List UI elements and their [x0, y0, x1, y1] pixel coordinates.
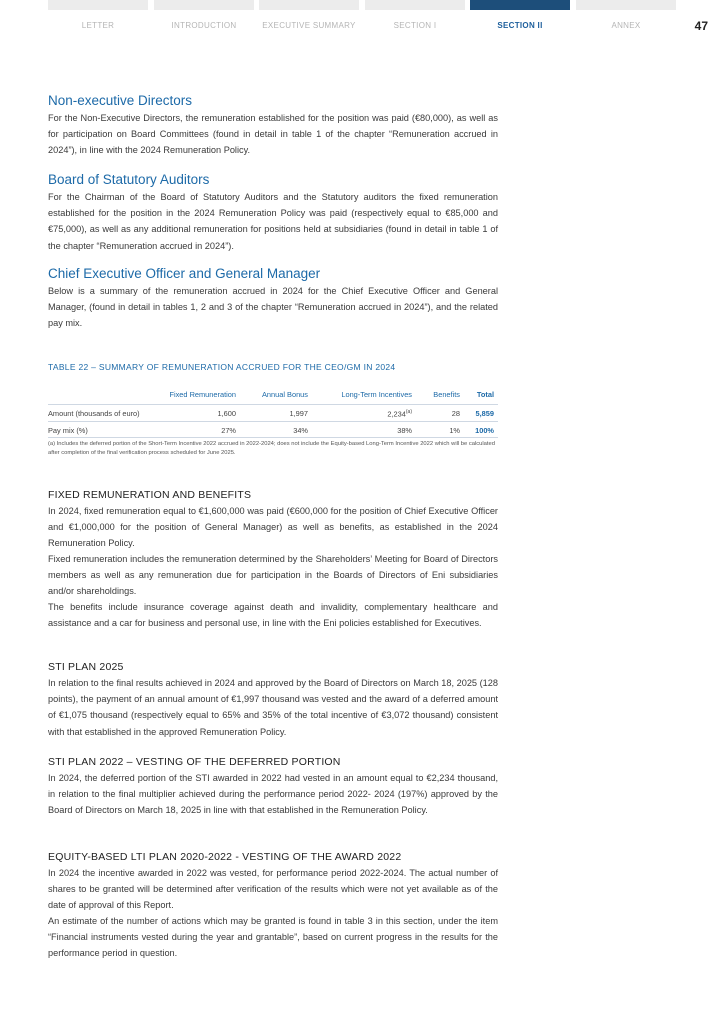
- cell-total: 100%: [475, 426, 494, 435]
- tab-label: SECTION I: [393, 21, 437, 30]
- paragraph-fixed-2: Fixed remuneration includes the remuneration determined by the Shareholders’ Meeting for Board of Directors members as well as any remuneration due for participation in the Boards of Directors of Eni subsidiaries and/or shareholdings.: [48, 554, 498, 597]
- cell-total: 5,859: [475, 409, 494, 418]
- row-label: Amount (thousands of euro): [48, 409, 140, 418]
- header-annual-bonus: Annual Bonus: [261, 390, 308, 399]
- header-total: Total: [476, 390, 494, 399]
- tab-label: ANNEX: [611, 21, 641, 30]
- paragraph-lti-2: An estimate of the number of actions which may be granted is found in table 3 in this section, under the item “Financial instruments vested during the year and grantable”, based on current progress in the results for the performance period in question.: [48, 916, 498, 959]
- paragraph-fixed-1: In 2024, fixed remuneration equal to €1,600,000 was paid (€600,000 for the position of Chief Executive Officer and €1,000,000 for the position of General Manager) as well as benefits, as established in the 2024 Remuneration Policy.: [48, 506, 498, 549]
- heading-fixed-remuneration: FIXED REMUNERATION AND BENEFITS: [48, 489, 252, 501]
- tab-label: SECTION II: [497, 21, 543, 30]
- tab-bar: [470, 0, 570, 10]
- row-label: Pay mix (%): [48, 426, 88, 435]
- heading-sti-2022: STI PLAN 2022 – VESTING OF THE DEFERRED PORTION: [48, 756, 341, 768]
- cell-lti-value: 2,234: [387, 409, 406, 419]
- tab-bar: [259, 0, 359, 10]
- heading-statutory-auditors: Board of Statutory Auditors: [48, 172, 210, 187]
- header-benefits: Benefits: [433, 390, 460, 399]
- paragraph-non-executive-directors: For the Non-Executive Directors, the remuneration established for the position was paid (€80,000), as well as for participation on Board Committees (found in detail in table 1 of the chapter “Remuneration accrued in 2024”), in line with the 2024 Remuneration Policy.: [48, 113, 498, 156]
- tab-executive-summary[interactable]: [259, 0, 359, 36]
- tab-bar: [576, 0, 676, 10]
- footnote-marker: (a): [405, 409, 412, 415]
- heading-lti-plan: EQUITY-BASED LTI PLAN 2020-2022 - VESTING OF THE AWARD 2022: [48, 851, 402, 863]
- cell-fixed: 1,600: [217, 409, 236, 418]
- cell-benefits: 28: [451, 409, 460, 418]
- tab-label: EXECUTIVE SUMMARY: [262, 21, 356, 30]
- tab-label: LETTER: [81, 21, 115, 30]
- table-title: TABLE 22 – SUMMARY OF REMUNERATION ACCRUED FOR THE CEO/GM IN 2024: [48, 362, 396, 372]
- tab-annex[interactable]: [576, 0, 676, 36]
- cell-lti: [387, 409, 412, 418]
- paragraph-sti-2025: In relation to the final results achieved in 2024 and approved by the Board of Directors on March 18, 2025 (128 points), the payment of an annual amount of €1,997 thousand was vested and the award of a deferred amount of €1,075 thousand (respectively equal to 65% and 35% of the total incentive of €3,072 thousand) consistent with that established in the approved Remuneration Policy.: [48, 678, 498, 737]
- section-nav: [48, 0, 678, 36]
- heading-non-executive-directors: Non-executive Directors: [48, 93, 193, 108]
- tab-section-2[interactable]: [470, 0, 570, 36]
- tab-bar: [365, 0, 465, 10]
- header-long-term-incentives: Long-Term Incentives: [341, 390, 412, 399]
- header-fixed-remuneration: Fixed Remuneration: [169, 390, 236, 399]
- tab-label: INTRODUCTION: [171, 21, 237, 30]
- paragraph-sti-2022: In 2024, the deferred portion of the STI awarded in 2022 had vested in an amount equal to €2,234 thousand, in relation to the final multiplier achieved during the performance period 2022- 2024 (197%) approved by the Board of Directors on March 18, 2025 in line with that established in the Remuneration Policy.: [48, 773, 498, 816]
- paragraph-statutory-auditors: For the Chairman of the Board of Statutory Auditors and the Statutory auditors the fixed remuneration established for the position in the 2024 Remuneration Policy was paid (respectively equal to €85,000 and €75,000), as well as any additional remuneration for positions held at subsidiaries (found in detail in table 1 of the chapter “Remuneration accrued in 2024”).: [48, 192, 498, 251]
- table-header: [48, 388, 498, 402]
- table-row: [48, 421, 498, 438]
- paragraph-lti-1: In 2024 the incentive awarded in 2022 was vested, for performance period 2022-2024. The actual number of shares to be granted will be determined after verification of the results which were not yet available as of the date of approval of this Report.: [48, 868, 498, 911]
- paragraph-fixed-3: The benefits include insurance coverage against death and invalidity, complementary healthcare and assistance and a car for business and personal use, in line with the Eni policies established for Executives.: [48, 602, 498, 629]
- paragraph-ceo-gm: Below is a summary of the remuneration accrued in 2024 for the Chief Executive Officer and General Manager, (found in detail in tables 1, 2 and 3 of the chapter “Remuneration accrued in 2024”), and the related pay mix.: [48, 286, 498, 329]
- cell-lti: 38%: [397, 426, 412, 435]
- table-row: [48, 404, 498, 421]
- tab-bar: [154, 0, 254, 10]
- heading-sti-2025: STI PLAN 2025: [48, 661, 124, 673]
- tab-section-1[interactable]: [365, 0, 465, 36]
- tab-bar: [48, 0, 148, 10]
- page-number: 47: [694, 19, 708, 33]
- cell-fixed: 27%: [221, 426, 236, 435]
- cell-bonus: 1,997: [289, 409, 308, 418]
- table-footnote: (a) Includes the deferred portion of the Short-Term Incentive 2022 accrued in 2022-2024; does not include the Equity-based Long-Term Incentive 2022 which will be calculated after completion of the final verification process scheduled for June 2025.: [48, 437, 498, 457]
- tab-introduction[interactable]: [154, 0, 254, 36]
- cell-bonus: 34%: [293, 426, 308, 435]
- heading-ceo-gm: Chief Executive Officer and General Manager: [48, 266, 321, 281]
- cell-benefits: 1%: [449, 426, 460, 435]
- tab-letter[interactable]: [48, 0, 148, 36]
